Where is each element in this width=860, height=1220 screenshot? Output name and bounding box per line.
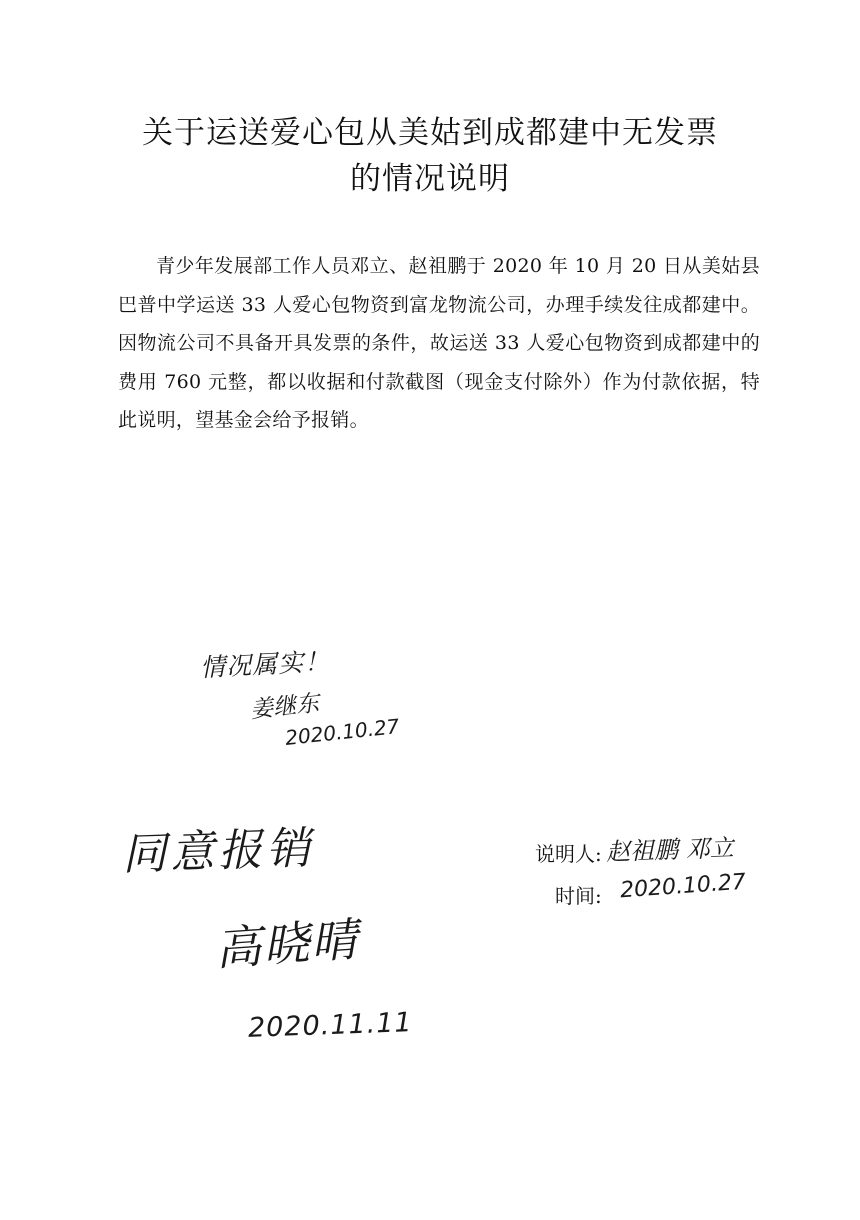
document-title-line-2: 的情况说明: [350, 161, 510, 197]
time-value: 2020.10.27: [619, 869, 747, 904]
explainer-label: 说明人:: [535, 842, 602, 866]
approval-date: 2020.11.11: [247, 1007, 414, 1044]
time-label: 时间:: [555, 884, 602, 908]
approval-note: 同意报销: [121, 822, 315, 881]
document-body: 青少年发展部工作人员邓立、赵祖鹏于 2020 年 10 月 20 日从美姑县巴普中学运送 33 人爱心包物资到富龙物流公司，办理手续发往成都建中。因物流公司不具备开具发票的条件，故运送 33 人爱心包物资到成都建中的费用 760 元整，都以收据和付款截图（现金支付除外）作为付款依据，特此说明，望基金会给予报销。: [118, 255, 760, 431]
verification-date: 2020.10.27: [284, 714, 401, 750]
verification-note: 情况属实！: [199, 646, 331, 683]
approver-signature: 高晓晴: [213, 912, 361, 976]
explainer-signature: 赵祖鹏 邓立: [605, 833, 735, 867]
verifier-signature: 姜继东: [249, 690, 321, 724]
document-title-line-1: 关于运送爱心包从美姑到成都建中无发票: [142, 115, 718, 151]
